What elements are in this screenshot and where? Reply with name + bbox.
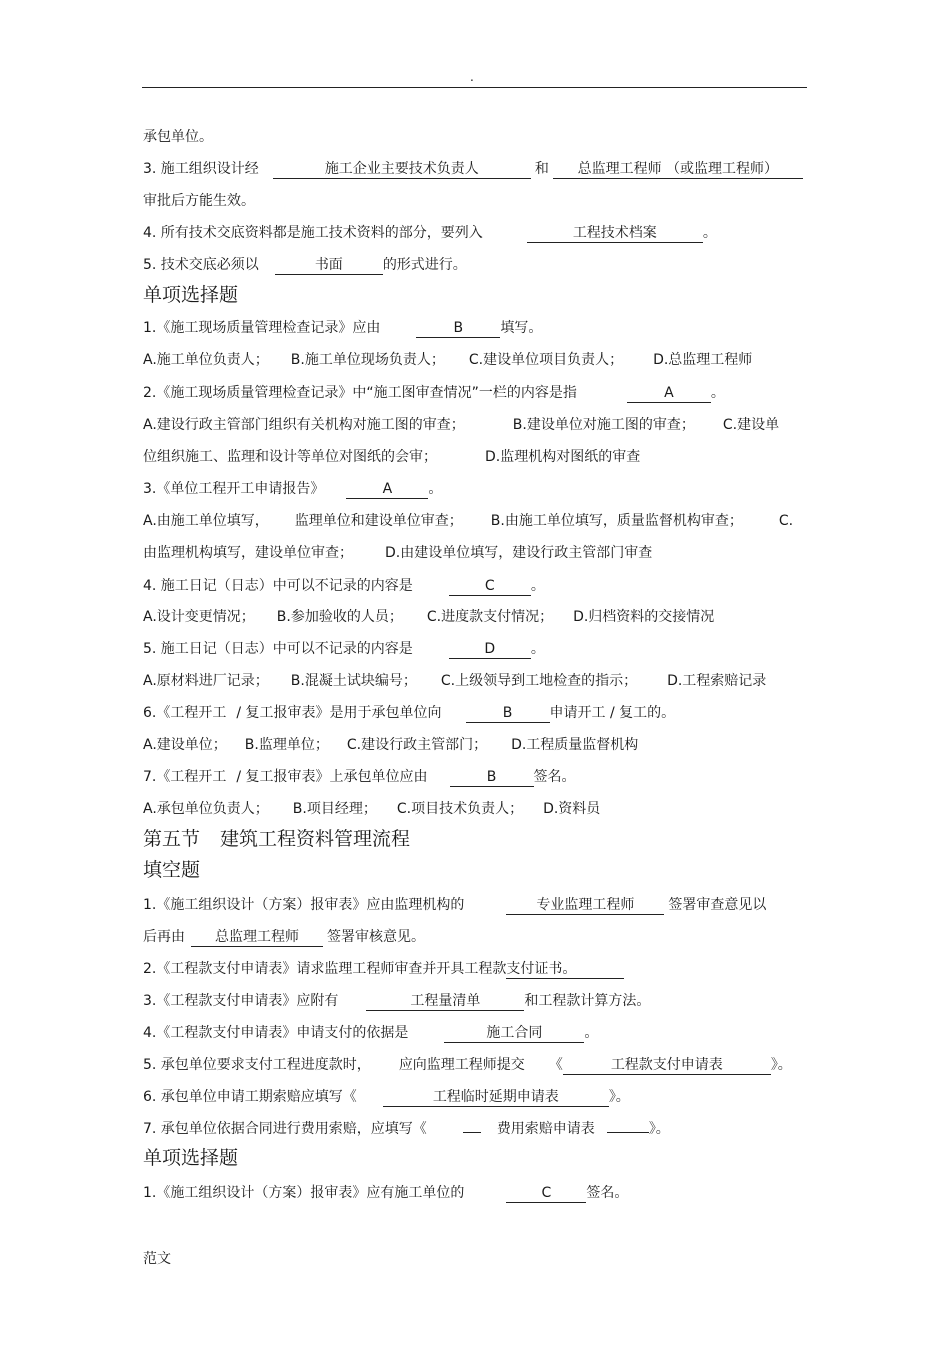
answer-blank: 工程技术档案 bbox=[527, 225, 703, 243]
fill-blank-question: 6. 承包单位申请工期索赔应填写《 工程临时延期申请表 》。 bbox=[143, 1089, 630, 1105]
fill-blank-question: 4.《工程款支付申请表》申请支付的依据是 施工合同 。 bbox=[143, 1025, 599, 1041]
choice-question: 2.《施工现场质量管理检查记录》中“施工图审查情况”一栏的内容是指 A 。 bbox=[143, 385, 725, 401]
answer-blank: B bbox=[450, 769, 534, 787]
answer-blank: 书面 bbox=[275, 257, 383, 275]
answer-blank: A bbox=[346, 481, 428, 499]
fill-blank-question: 7. 承包单位依据合同进行费用索赔，应填写《 费用索赔申请表 》。 bbox=[143, 1121, 670, 1137]
answer-blank: 专业监理工程师 bbox=[506, 897, 664, 915]
choice-options: A.设计变更情况； B.参加验收的人员； C.进度款支付情况； D.归档资料的交接情况 bbox=[143, 609, 715, 625]
fill-blank-question: 2.《工程款支付申请表》请求监理工程师审查并开具工程款支付证书。 bbox=[143, 960, 624, 978]
text-line: 审批后方能生效。 bbox=[143, 193, 255, 209]
chapter-heading: 第五节 建筑工程资料管理流程 bbox=[143, 828, 411, 850]
fill-blank-question: 5. 承包单位要求支付工程进度款时， 应向监理工程师提交 《 工程款支付申请表 》。 bbox=[143, 1057, 792, 1073]
answer-blank: B bbox=[416, 320, 500, 338]
text-line: 承包单位。 bbox=[143, 129, 213, 145]
choice-options: 由监理机构填写，建设单位审查； D.由建设单位填写，建设行政主管部门审查 bbox=[143, 545, 653, 561]
answer-blank: 施工企业主要技术负责人 bbox=[273, 161, 531, 179]
choice-options: A.施工单位负责人； B.施工单位现场负责人； C.建设单位项目负责人； D.总监理工程师 bbox=[143, 352, 753, 368]
answer-blank: C bbox=[506, 1185, 586, 1203]
choice-question: 7.《工程开工 / 复工报审表》上承包单位应由 B 签名。 bbox=[143, 769, 576, 785]
choice-question: 1.《施工现场质量管理检查记录》应由 B 填写。 bbox=[143, 320, 543, 336]
header-rule bbox=[142, 87, 807, 88]
answer-blank: 支付证书。 bbox=[506, 961, 624, 979]
header-mark: . bbox=[470, 70, 474, 84]
fill-blank-question: 3.《工程款支付申请表》应附有 工程量清单 和工程款计算方法。 bbox=[143, 993, 651, 1009]
fill-blank-question: 1.《施工组织设计（方案）报审表》应由监理机构的 专业监理工程师 签署审查意见以 bbox=[143, 897, 767, 913]
section-heading: 单项选择题 bbox=[143, 284, 239, 306]
choice-question: 5. 施工日记（日志）中可以不记录的内容是 D 。 bbox=[143, 641, 545, 657]
choice-options: A.由施工单位填写， 监理单位和建设单位审查； B.由施工单位填写，质量监督机构审查； C. bbox=[143, 513, 794, 529]
choice-options: 位组织施工、监理和设计等单位对图纸的会审； D.监理机构对图纸的审查 bbox=[143, 449, 641, 465]
choice-question: 6.《工程开工 / 复工报审表》是用于承包单位向 B 申请开工 / 复工的。 bbox=[143, 705, 676, 721]
answer-blank: A bbox=[627, 385, 711, 403]
fill-blank-question: 后再由 总监理工程师 签署审核意见。 bbox=[143, 929, 425, 945]
choice-options: A.原材料进厂记录； B.混凝土试块编号； C.上级领导到工地检查的指示； D.工程索赔记录 bbox=[143, 673, 767, 689]
answer-blank: 工程临时延期申请表 bbox=[383, 1089, 609, 1107]
choice-options: A.建设行政主管部门组织有关机构对施工图的审查； B.建设单位对施工图的审查； C.建设单 bbox=[143, 417, 780, 433]
answer-blank: C bbox=[449, 578, 531, 596]
fill-blank-question: 3. 施工组织设计经 施工企业主要技术负责人 和 总监理工程师 （或监理工程师） bbox=[143, 160, 803, 178]
choice-question: 4. 施工日记（日志）中可以不记录的内容是 C 。 bbox=[143, 578, 545, 594]
choice-options: A.承包单位负责人； B.项目经理； C.项目技术负责人； D.资料员 bbox=[143, 801, 601, 817]
answer-blank: B bbox=[466, 705, 550, 723]
answer-blank: 工程款支付申请表 bbox=[563, 1057, 771, 1075]
answer-blank: D bbox=[449, 641, 531, 659]
choice-question: 3.《单位工程开工申请报告》 A 。 bbox=[143, 481, 443, 497]
section-heading: 单项选择题 bbox=[143, 1147, 239, 1169]
answer-blank: 施工合同 bbox=[444, 1025, 584, 1043]
footer-text: 范文 bbox=[143, 1251, 171, 1267]
answer-blank bbox=[463, 1132, 481, 1133]
choice-options: A.建设单位； B.监理单位； C.建设行政主管部门； D.工程质量监督机构 bbox=[143, 737, 639, 753]
section-heading: 填空题 bbox=[143, 859, 201, 881]
answer-blank: 总监理工程师 bbox=[191, 929, 323, 947]
answer-blank: 工程量清单 bbox=[366, 993, 524, 1011]
fill-blank-question: 5. 技术交底必须以 书面 的形式进行。 bbox=[143, 257, 467, 273]
answer-blank bbox=[607, 1132, 649, 1133]
answer-blank: 总监理工程师 （或监理工程师） bbox=[553, 161, 803, 179]
choice-question: 1.《施工组织设计（方案）报审表》应有施工单位的 C 签名。 bbox=[143, 1185, 629, 1201]
answer-text: 费用索赔申请表 bbox=[496, 1121, 595, 1137]
fill-blank-question: 4. 所有技术交底资料都是施工技术资料的部分，要列入 工程技术档案 。 bbox=[143, 225, 717, 241]
